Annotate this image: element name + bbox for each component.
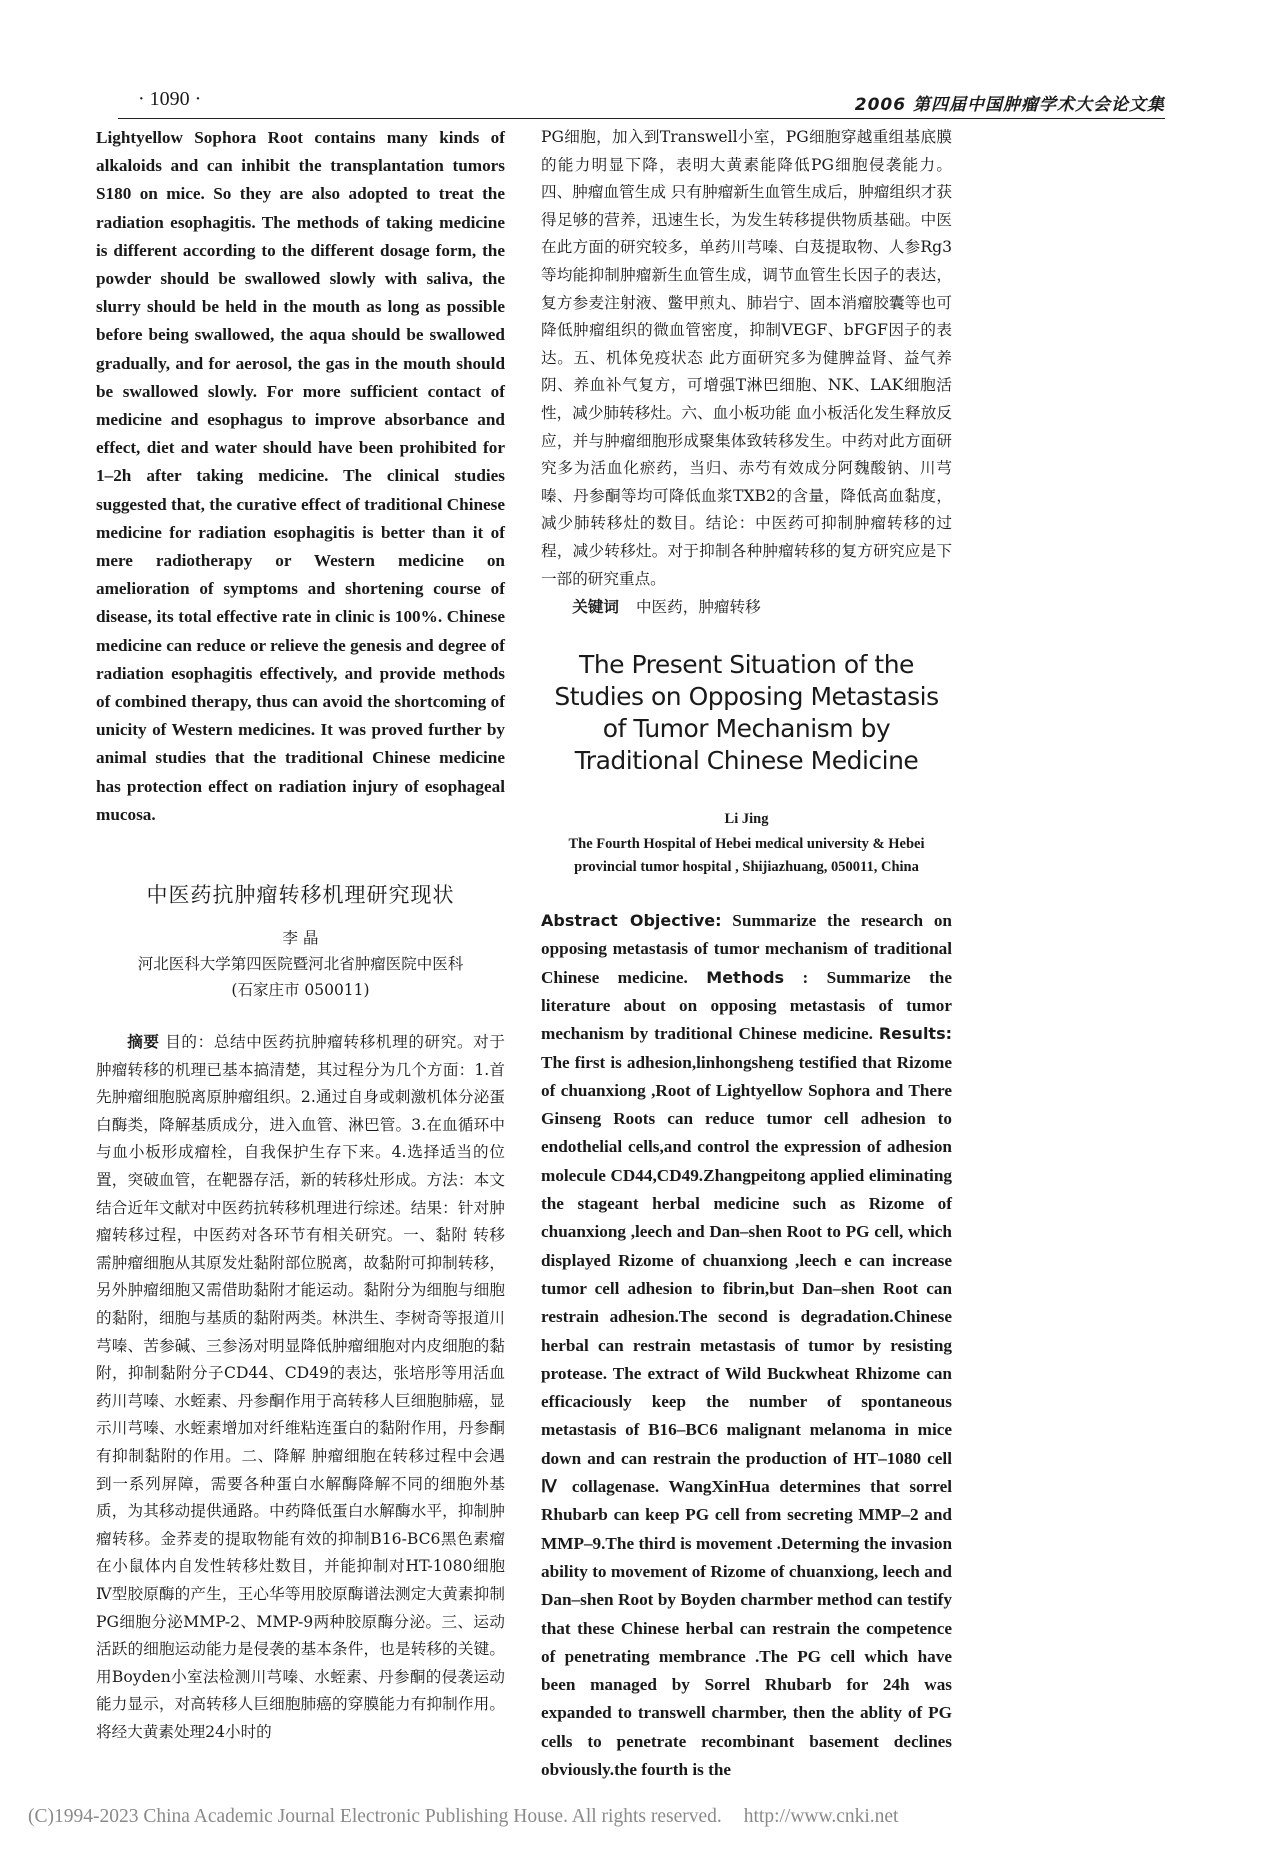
en-abstract-methods: : Summarize the literature about on opposing metastasis of tumor mechanism by traditional Chinese medicine. <box>541 967 952 1044</box>
header-rule <box>118 118 1165 119</box>
copyright-footer <box>28 1806 898 1828</box>
english-paragraph: Lightyellow Sophora Root contains many kinds of alkaloids and can inhibit the transplantation tumors S180 on mice. So they are also adopted to treat the radiation esophagitis. The methods of taking medicine is different according to the different dosage form, the powder should be swallowed slowly with saliva, the slurry should be held in the mouth as long as possible before being swallowed, the aqua should be swallowed gradually, and for aerosol, the gas in the mouth should be swallowed slowly. For more sufficient contact of medicine and esophagus to improve absorbance and effect, diet and water should have been prohibited for 1–2h after taking medicine. The clinical studies suggested that, the curative effect of traditional Chinese medicine for radiation esophagitis is better than it of mere radiotherapy or Western medicine on amelioration of symptoms and shortening course of disease, its total effective rate in clinic is 100%. Chinese medicine can reduce or relieve the genesis and degree of radiation esophagitis effectively, and provide methods of combined therapy, thus can avoid the shortcoming of unicity of Western medicines. It was proved further by animal studies that the traditional Chinese medicine has protection effect on radiation injury of esophageal mucosa. <box>96 128 505 824</box>
en-author: Li Jing <box>724 811 769 828</box>
en-abstract-objective: Summarize the research on opposing metastasis of tumor mechanism of traditional Chinese medicine. <box>541 911 952 987</box>
page-header <box>118 88 1165 116</box>
zh-abstract-continuation: PG细胞，加入到Transwell小室，PG细胞穿越重组基底膜的能力明显下降，表明大黄素能降低PG细胞侵袭能力。四、肿瘤血管生成 只有肿瘤新生血管生成后，肿瘤组织才获得足够的营养，迅速生长，为发生转移提供物质基础。中医在此方面的研究较多，单药川芎嗪、白芨提取物、人参Rg3等均能抑制肿瘤新生血管生成，调节血管生长因子的表达，复方参麦注射液、鳖甲煎丸、肺岩宁、固本消瘤胶囊等也可降低肿瘤组织的微血管密度，抑制VEGF、bFGF因子的表达。五、机体免疫状态 此方面研究多为健脾益肾、益气养阴、养血补气复方，可增强T淋巴细胞、NK、LAK细胞活性，减少肺转移灶。六、血小板功能 血小板活化发生释放反应，并与肿瘤细胞形成聚集体致转移发生。中药对此方面研究多为活血化瘀药，当归、赤芍有效成分阿魏酸钠、川芎嗪、丹参酮等均可降低血浆TXB2的含量，降低高血黏度，减少肺转移灶的数目。结论：中医药可抑制肿瘤转移的过程，减少转移灶。对于抑制各种肿瘤转移的复方研究应是下一部的研究重点。 <box>541 128 952 588</box>
en-results-label: Results: <box>878 1024 952 1044</box>
journal-title: 2006 第四届中国肿瘤学术大会论文集 <box>854 95 1165 115</box>
zh-affiliation: 河北医科大学第四医院暨河北省肿瘤医院中医科 <box>137 955 464 974</box>
zh-abstract-label: 摘要 <box>127 1033 160 1052</box>
zh-keywords <box>541 593 952 621</box>
en-article-title: The Present Situation of the Studies on Opposing Metastasis of Tumor Mechanism by Traditional Chinese Medicine <box>554 650 939 776</box>
left-column <box>96 124 505 1747</box>
copyright-text: (C)1994-2023 China Academic Journal Electronic Publishing House. All rights reserved. <box>28 1806 722 1827</box>
page-number: · 1090 · <box>138 88 202 110</box>
zh-abstract <box>96 1029 505 1746</box>
en-methods-label: Methods <box>706 967 785 987</box>
zh-article-title: 中医药抗肿瘤转移机理研究现状 <box>146 883 455 908</box>
en-abstract-label: Abstract Objective: <box>541 911 722 931</box>
zh-abstract-text: 目的：总结中医药抗肿瘤转移机理的研究。对于肿瘤转移的机理已基本搞清楚，其过程分为几个方面：1.首先肿瘤细胞脱离原肿瘤组织。2.通过自身或刺激机体分泌蛋白酶类，降解基质成分，进入血管、淋巴管。3.在血循环中与血小板形成瘤栓，自我保护生存下来。4.选择适当的位置，突破血管，在靶器存活，新的转移灶形成。方法：本文结合近年文献对中医药抗转移机理进行综述。结果：针对肿瘤转移过程，中医药对各环节有相关研究。一、黏附 转移需肿瘤细胞从其原发灶黏附部位脱离，故黏附可抑制转移，另外肿瘤细胞又需借助黏附才能运动。黏附分为细胞与细胞的黏附，细胞与基质的黏附两类。林洪生、李树奇等报道川芎嗪、苦参碱、三参汤对明显降低肿瘤细胞对内皮细胞的黏附，抑制黏附分子CD44、CD49的表达，张培彤等用活血药川芎嗪、水蛭素、丹参酮作用于高转移人巨细胞肺癌，显示川芎嗪、水蛭素增加对纤维粘连蛋白的黏附作用，丹参酮有抑制黏附的作用。二、降解 肿瘤细胞在转移过程中会遇到一系列屏障，需要各种蛋白水解酶降解不同的细胞外基质，为其移动提供通路。中药降低蛋白水解酶水平，抑制肿瘤转移。金荞麦的提取物能有效的抑制B16-BC6黑色素瘤在小鼠体内自发性转移灶数目，并能抑制对HT-1080细胞Ⅳ型胶原酶的产生，王心华等用胶原酶谱法测定大黄素抑制PG细胞分泌MMP-2、MMP-9两种胶原酶分泌。三、运动 活跃的细胞运动能力是侵袭的基本条件，也是转移的关键。用Boyden小室法检测川芎嗪、水蛭素、丹参酮的侵袭运动能力显示，对高转移人巨细胞肺癌的穿膜能力有抑制作用。将经大黄素处理24小时的 <box>96 1033 505 1741</box>
zh-author: 李 晶 <box>282 929 319 948</box>
right-column <box>541 124 952 1784</box>
zh-keywords-value: 中医药，肿瘤转移 <box>635 598 761 617</box>
en-abstract <box>541 907 952 1784</box>
en-affiliation-line-2: provincial tumor hospital , Shijiazhuang, 050011, China <box>574 859 919 876</box>
en-affiliation-line-1: The Fourth Hospital of Hebei medical university & Hebei <box>568 836 925 853</box>
cnki-url: http://www.cnki.net <box>743 1806 899 1827</box>
zh-address: (石家庄市 050011) <box>231 981 370 1000</box>
zh-keywords-label: 关键词 <box>572 598 619 617</box>
en-abstract-results: The first is adhesion,linhongsheng testified that Rizome of chuanxiong ,Root of Lightyellow Sophora and There Ginseng Roots can reduce tumor cell adhesion to endothelial cells,and control the expression of adhesion molecule CD44,CD49.Zhangpeitong applied eliminating the stageant herbal medicine such as Rizome of chuanxiong ,leech and Dan–shen Root to PG cell, which displayed Rizome of chuanxiong ,leech e can increase tumor cell adhesion to fibrin,but Dan–shen Root can restrain adhesion.The second is degradation.Chinese herbal can restrain metastasis of tumor by resisting protease. The extract of Wild Buckwheat Rhizome can efficaciously keep the number of spontaneous metastasis of B16–BC6 malignant melanoma in mice down and can restrain the production of HT–1080 cell Ⅳ collagenase. WangXinHua determines that sorrel Rhubarb can keep PG cell from secreting MMP–2 and MMP–9.The third is movement .Determing the invasion ability to movement of Rizome of chuanxiong, leech and Dan–shen Root by Boyden charmber method can testify that these Chinese herbal can restrain the competence of penetrating membrance .The PG cell which have been managed by Sorrel Rhubarb for 24h was expanded to transwell charmber, then the ablity of PG cells to penetrate recombinant basement declines obviously.the fourth is the <box>541 1052 952 1779</box>
